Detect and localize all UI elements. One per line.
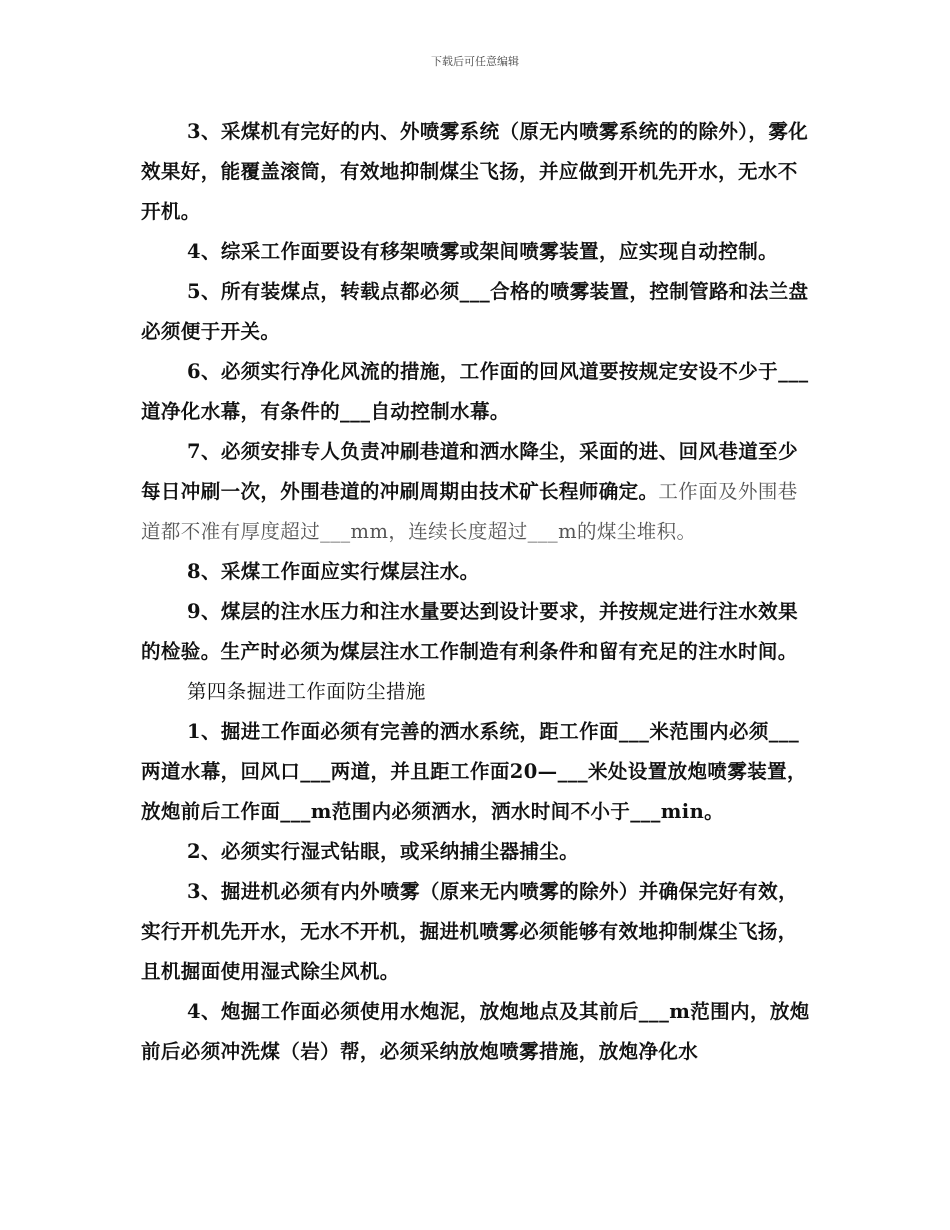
paragraph-9: 9、煤层的注水压力和注水量要达到设计要求，并按规定进行注水效果的检验。生产时必须为煤层注水工作制造有利条件和留有充足的注水时间。 xyxy=(141,600,798,663)
page-header: 下载后可任意编辑 xyxy=(431,55,519,68)
paragraph-s4-2: 2、必须实行湿式钻眼，或采纳捕尘器捕尘。 xyxy=(187,840,580,863)
paragraph-s4-4: 4、炮掘工作面必须使用水炮泥，放炮地点及其前后___m范围内，放炮前后必须冲洗煤（岩）帮，必须采纳放炮喷雾措施，放炮净化水 xyxy=(141,1000,810,1063)
paragraph-4: 4、综采工作面要设有移架喷雾或架间喷雾装置，应实现自动控制。 xyxy=(187,240,779,263)
paragraph-6: 6、必须实行净化风流的措施，工作面的回风道要按规定安设不少于___道净化水幕，有条件的___自动控制水幕。 xyxy=(141,360,809,423)
paragraph-7 xyxy=(141,432,816,552)
paragraph-7-main: 7、必须安排专人负责冲刷巷道和洒水降尘，采面的进、回风巷道至少每日冲刷一次，外围巷道的冲刷周期由技术矿长程师确定。 xyxy=(141,440,798,503)
paragraph-s4-3: 3、掘进机必须有内外喷雾（原来无内喷雾的除外）并确保完好有效，实行开机先开水，无水不开机，掘进机喷雾必须能够有效地抑制煤尘飞扬，且机掘面使用湿式除尘风机。 xyxy=(141,880,798,983)
paragraph-s4-1: 1、掘进工作面必须有完善的洒水系统，距工作面___米范围内必须___两道水幕，回风口___两道，并且距工作面20—___米处设置放炮喷雾装置，放炮前后工作面___m范围内必须洒水，洒水时间不小于___min。 xyxy=(141,720,807,823)
document-body xyxy=(141,112,816,1072)
paragraph-7-light: 工作面及外围巷道都不准有厚度超过___mm，连续长度超过___m的煤尘堆积。 xyxy=(141,480,798,543)
paragraph-3: 3、采煤机有完好的内、外喷雾系统（原无内喷雾系统的的除外），雾化效果好，能覆盖滚筒，有效地抑制煤尘飞扬，并应做到开机先开水，无水不开机。 xyxy=(141,120,809,223)
section-heading: 第四条掘进工作面防尘措施 xyxy=(187,680,426,703)
paragraph-8: 8、采煤工作面应实行煤层注水。 xyxy=(187,560,480,583)
paragraph-5: 5、所有装煤点，转载点都必须___合格的喷雾装置，控制管路和法兰盘必须便于开关。 xyxy=(141,280,809,343)
